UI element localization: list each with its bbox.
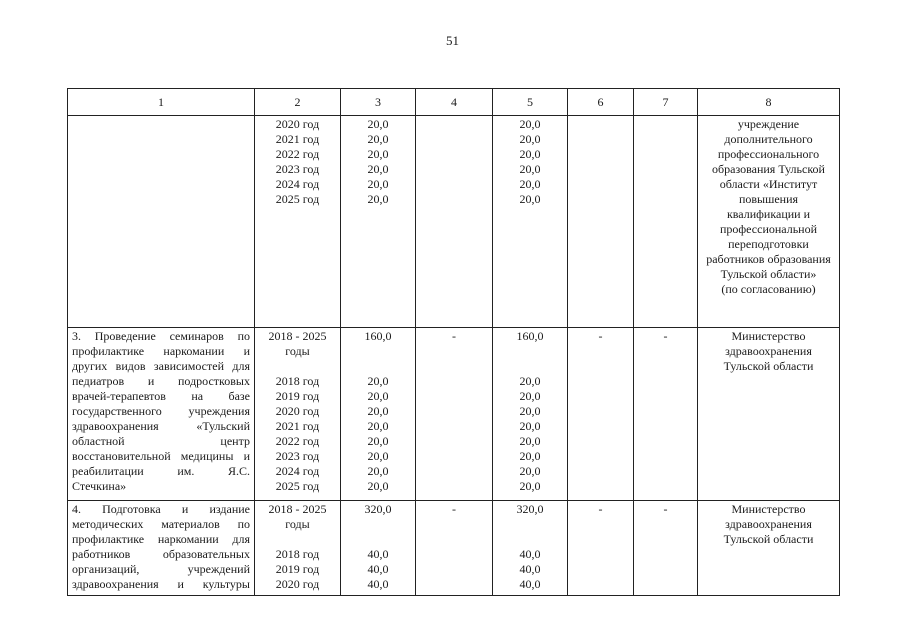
- col7-cell: -: [634, 501, 698, 596]
- amount-col3-cell: 320,0 40,0 40,0 40,0: [341, 501, 416, 596]
- amount-col3-cell: 160,0 20,0 20,0 20,0 20,0 20,0 20,0 20,0 20,0: [341, 328, 416, 501]
- table-row-3: [68, 328, 840, 501]
- amount-col5-cell: 320,0 40,0 40,0 40,0: [493, 501, 568, 596]
- col-header-7: 7: [634, 89, 698, 116]
- col-header-3: 3: [341, 89, 416, 116]
- amount-col3-cell: 20,0 20,0 20,0 20,0 20,0 20,0: [341, 116, 416, 328]
- executor-cell: Министерство здравоохранения Тульской области: [698, 328, 840, 501]
- col4-cell: -: [416, 328, 493, 501]
- years-cell: 2020 год 2021 год 2022 год 2023 год 2024 год 2025 год: [255, 116, 341, 328]
- col-header-1: 1: [68, 89, 255, 116]
- executor-cell: Министерство здравоохранения Тульской области: [698, 501, 840, 596]
- page-number: 51: [446, 33, 459, 48]
- program-table: [67, 88, 840, 596]
- amount-col5-cell: 160,0 20,0 20,0 20,0 20,0 20,0 20,0 20,0 20,0: [493, 328, 568, 501]
- desc-cell: 3. Проведение семинаров по профилактике наркомании и других видов зависимостей для педиатров и подростковых врачей-терапевтов на базе государственного учреждения здравоохранения «Тульский областной центр восстановительной медицины и реабилитации им. Я.С. Стечкина»: [68, 328, 255, 501]
- col-header-8: 8: [698, 89, 840, 116]
- col4-cell: -: [416, 501, 493, 596]
- amount-col5-cell: 20,0 20,0 20,0 20,0 20,0 20,0: [493, 116, 568, 328]
- col4-cell: [416, 116, 493, 328]
- desc-cell: [68, 116, 255, 328]
- header-row: [68, 89, 840, 116]
- col6-cell: -: [568, 501, 634, 596]
- executor-cell: учреждение дополнительного профессионального образования Тульской области «Институт повышения квалификации и профессиональной переподготовки работников образования Тульской области» (по согласованию): [698, 116, 840, 328]
- years-cell: 2018 - 2025 годы 2018 год 2019 год 2020 год 2021 год 2022 год 2023 год 2024 год 2025 год: [255, 328, 341, 501]
- col-header-4: 4: [416, 89, 493, 116]
- years-cell: 2018 - 2025 годы 2018 год 2019 год 2020 год: [255, 501, 341, 596]
- col-header-2: 2: [255, 89, 341, 116]
- desc-cell: 4. Подготовка и издание методических материалов по профилактике наркомании для работников образовательных организаций, учреждений здравоохранения и культуры: [68, 501, 255, 596]
- col7-cell: -: [634, 328, 698, 501]
- col6-cell: -: [568, 328, 634, 501]
- table-row-4: [68, 501, 840, 596]
- col-header-5: 5: [493, 89, 568, 116]
- col-header-6: 6: [568, 89, 634, 116]
- table-row-continued: [68, 116, 840, 328]
- col6-cell: [568, 116, 634, 328]
- col7-cell: [634, 116, 698, 328]
